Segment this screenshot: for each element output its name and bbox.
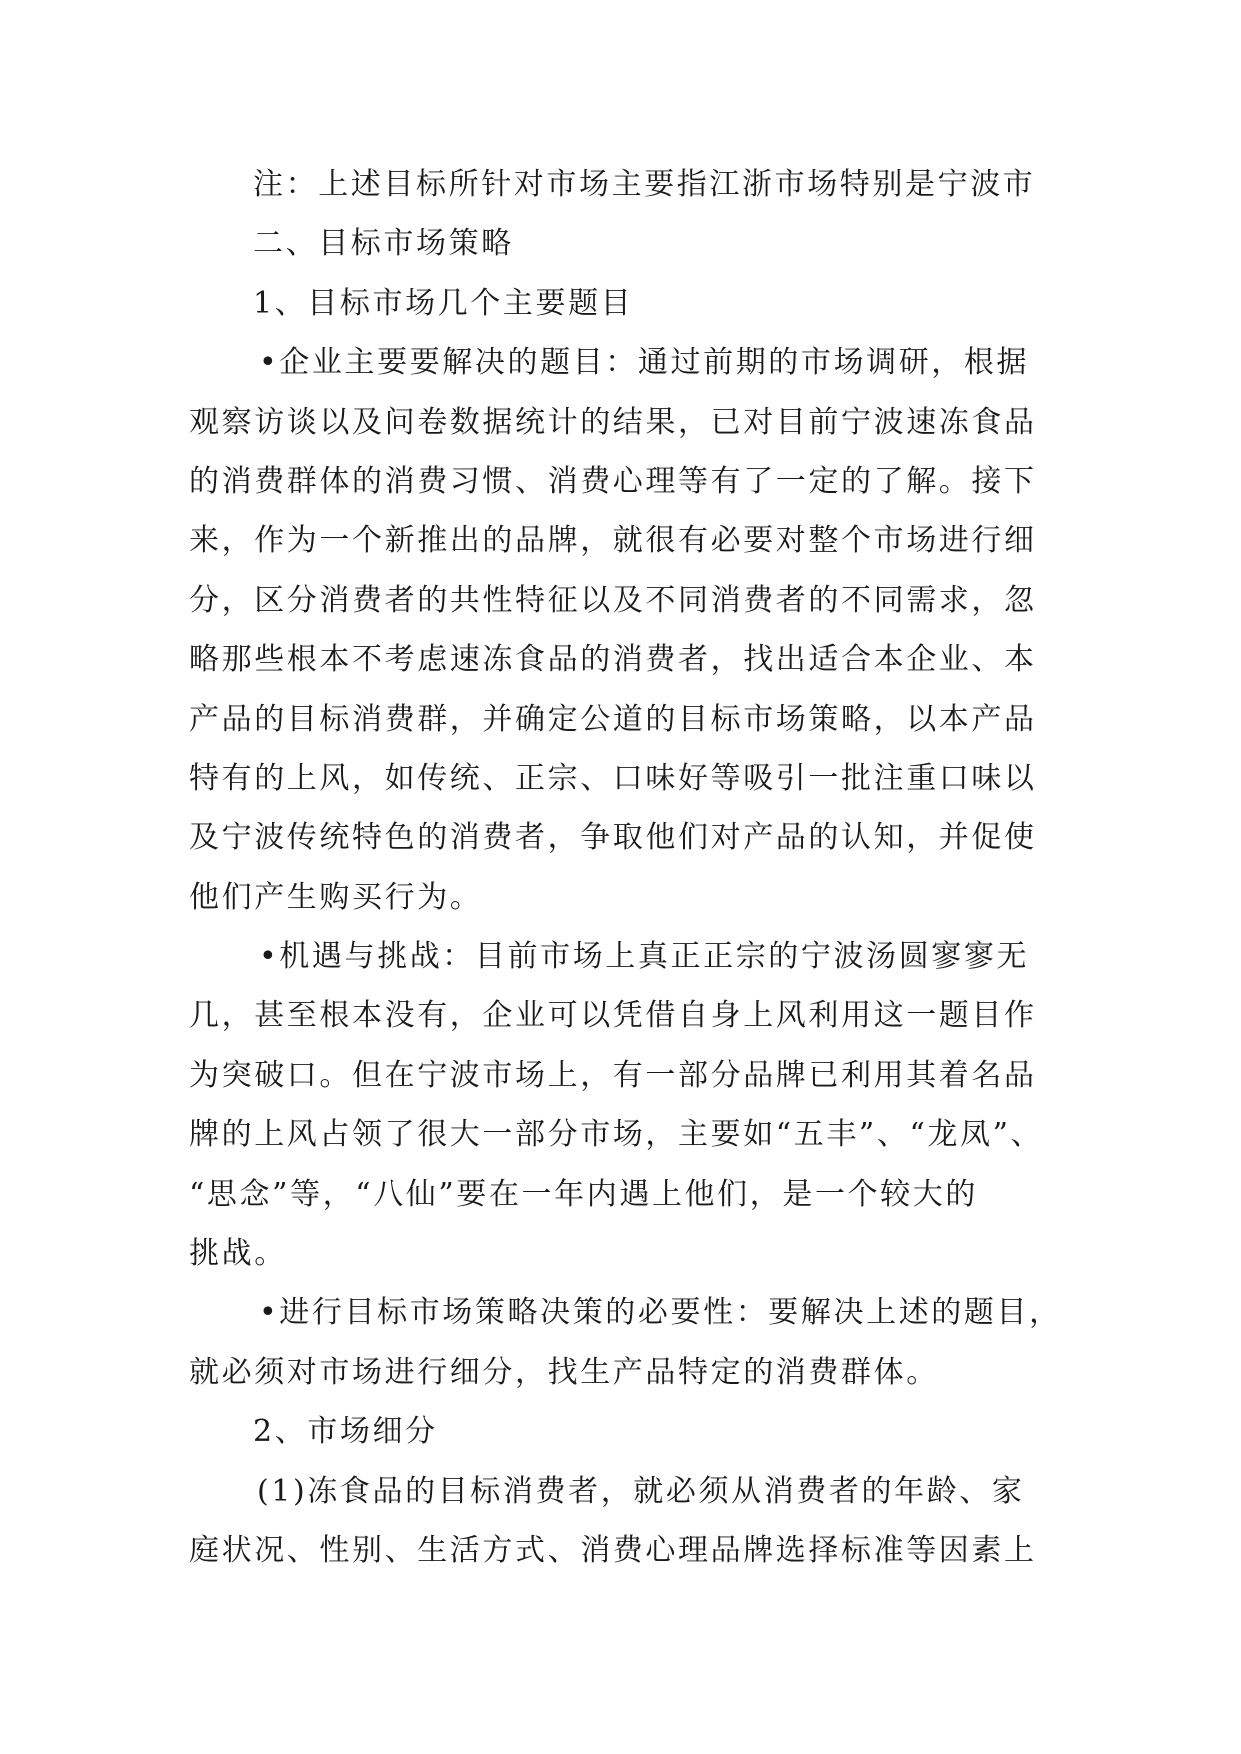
- document-body: [189, 155, 1062, 1580]
- paragraph-line: 为突破口。但在宁波市场上，有一部分品牌已利用其着名品: [189, 1057, 1037, 1093]
- paragraph-line: 就必须对市场进行细分，找生产品特定的消费群体。: [189, 1354, 939, 1390]
- paragraph-line: “思念”等，“八仙”要在一年内遇上他们，是一个较大的: [189, 1176, 978, 1212]
- paragraph-line: (1)冻食品的目标消费者，就必须从消费者的年龄、家: [257, 1473, 1025, 1509]
- paragraph-line: 牌的上风占领了很大一部分市场，主要如“五丰”、“龙凤”、: [189, 1117, 1044, 1153]
- paragraph-line: 的消费群体的消费习惯、消费心理等有了一定的了解。接下: [189, 463, 1037, 499]
- paragraph-line: •机遇与挑战：目前市场上真正正宗的宁波汤圆寥寥无: [259, 939, 1030, 975]
- paragraph-line: 特有的上风，如传统、正宗、口味好等吸引一批注重口味以: [189, 760, 1037, 796]
- subsection-heading: 2、市场细分: [253, 1414, 438, 1450]
- paragraph-line: 分，区分消费者的共性特征以及不同消费者的不同需求，忽: [189, 582, 1037, 618]
- paragraph-line: 略那些根本不考虑速冻食品的消费者，找出适合本企业、本: [189, 642, 1037, 678]
- paragraph-line: 挑战。: [189, 1236, 287, 1272]
- section-heading: 二、目标市场策略: [253, 226, 514, 262]
- paragraph-line: 来，作为一个新推出的品牌，就很有必要对整个市场进行细: [189, 523, 1037, 559]
- paragraph-line: 庭状况、性别、生活方式、消费心理品牌选择标准等因素上: [189, 1532, 1037, 1568]
- subsection-heading: 1、目标市场几个主要题目: [253, 285, 634, 321]
- paragraph-line: 产品的目标消费群，并确定公道的目标市场策略，以本产品: [189, 701, 1037, 737]
- paragraph-line: 观察访谈以及问卷数据统计的结果，已对目前宁波速冻食品: [189, 404, 1037, 440]
- paragraph-line: •企业主要要解决的题目：通过前期的市场调研，根据: [259, 345, 1030, 381]
- paragraph-line: •进行目标市场策略决策的必要性：要解决上述的题目，: [259, 1295, 1062, 1331]
- paragraph-line: 他们产生购买行为。: [189, 879, 483, 915]
- paragraph-line: 及宁波传统特色的消费者，争取他们对产品的认知，并促使: [189, 820, 1037, 856]
- note-line: 注：上述目标所针对市场主要指江浙市场特别是宁波市: [253, 167, 1036, 202]
- paragraph-line: 几，甚至根本没有，企业可以凭借自身上风利用这一题目作: [189, 998, 1037, 1034]
